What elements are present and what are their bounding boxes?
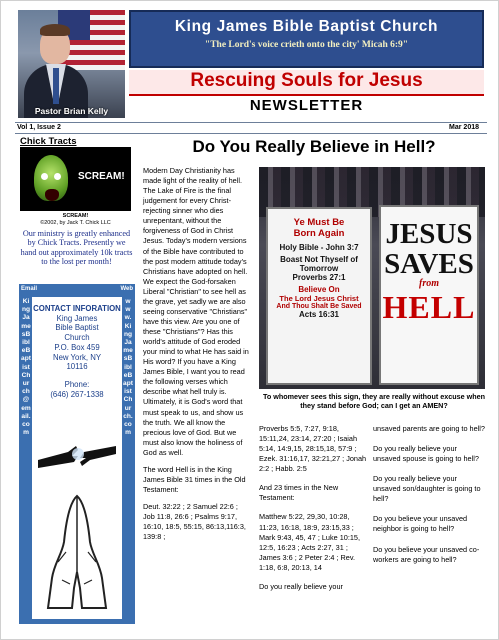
tract-caption-title: SCREAM! [62,213,89,219]
street-sign-photo [259,167,485,389]
sign-left-line7: Believe On [298,285,340,294]
sign-right-word1: JESUS [385,218,473,250]
praying-hands-icon [44,492,110,612]
church-name: King James Bible Baptist Church [174,18,439,35]
article-column-3 [373,424,485,575]
contact-city: New York, NY [52,352,102,362]
email-vertical[interactable]: KingJamesBibleBaptistChurch@email.com [21,298,31,437]
contact-phone-label: Phone: [64,380,90,390]
question-children: Do you really believe your unsaved son/daughter is going to hell? [373,474,481,504]
contact-po-box: P.O. Box 459 [54,342,100,352]
church-motto: "The Lord's voice crieth onto the city' Micah 6:9" [204,40,409,50]
article-headline: Do You Really Believe in Hell? [192,137,436,156]
contact-org-line3: Church [64,333,90,343]
contact-panel [19,284,135,624]
sign-right-word2: SAVES [384,247,474,280]
question-coworkers: Do you believe your unsaved co-workers are going to hell? [373,544,480,564]
question-parents: unsaved parents are going to hell? [373,424,485,433]
sign-left [266,207,372,385]
web-vertical[interactable]: www.KingJamesBibleBaptistChurch.com [123,298,133,437]
tract-image-text: SCREAM! [78,171,125,182]
church-banner [129,10,484,68]
sign-right-word4: HELL [382,289,476,326]
contact-card [32,297,122,619]
sign-right [379,205,479,385]
verse-list-nt: Matthew 5:22, 29,30, 10:28, 11:23, 16:18, 18:9, 23:15,33 ; Mark 9:43, 45, 47 ; Luke 10:15, 12:5, 16:23 ; Acts 2:27, 31 ; James 3:6 ; 2 Peter 2:4 ; Rev. 1:18, 6:8, 20:13, 14 [259,512,361,572]
article-para-1: Modern Day Christianity has made light of the reality of hell. The Lake of Fire is the final judgement for every Christ-rejecting sinner who dies unrepentant, without the forgiveness of God in Christ Jesus. Today's modern versions of the Bible have contributed to the post modern attitude today's Christians have adopted on hell. We expect the God-forsaken Liberal "Christian" to see hell as the grave, yet sadly we are also seeing conservative "Christians" have this view. Are you one of these "Christians"? Has this world's attitude of God eroded your mind to what He has said in His word? If you have a King James Bible, I want you to read the following verses which describe what hell truly is. Ultimately, it is God's word that must speak to us, and show us the truth. We all know the precious love of God. But we must also know the holiness of God as well. [143,166,249,457]
contact-phone[interactable]: (646) 267-1338 [50,389,104,399]
nt-intro: And 23 times in the New Testament: [259,483,339,503]
question-neighbor: Do you believe your unsaved neighbor is going to hell? [373,514,468,534]
reaching-hands-icon [38,432,116,482]
slogan: Rescuing Souls for Jesus [129,70,484,95]
verse-list-ot: Proverbs 5:5, 7:27, 9:18, 15:11,24, 23:14, 27:20 ; Isaiah 5:14, 14:9,15, 28:15,18, 57:9 ; Ezek. 31:16,17, 32:21,27 ; Jonah 2:2 ; Habb. 2:5 [259,424,367,474]
sign-left-line6: Proverbs 27:1 [292,273,346,282]
pastor-caption: Pastor Brian Kelly [34,106,109,116]
web-label: Web [120,286,133,292]
contact-org-line2: Bible Baptist [55,323,99,333]
article-column-1 [143,166,251,549]
question-spouse: Do you really believe your unsaved spouse is going to hell? [373,444,479,464]
issue-bar [15,122,487,134]
newsletter-title: NEWSLETTER [249,97,364,114]
question-start: Do you really believe your [259,581,343,591]
contact-zip: 10116 [66,362,88,372]
tract-description: Our ministry is greatly enhanced by Chick Tracts. Presently we hand out approximately 10k tracts to the lost per month! [20,229,133,267]
sign-left-line3: Holy Bible - John 3:7 [279,243,359,252]
sign-left-line1: Ye Must Be [293,217,345,228]
contact-org-line1: King James [56,313,98,323]
sign-left-line9: And Thou Shalt Be Saved [276,303,362,310]
pastor-photo [18,10,125,118]
sign-right-word3: from [419,278,439,290]
article-column-2 [259,424,367,601]
tracts-title[interactable]: Chick Tracts [20,136,77,147]
sign-left-line4: Boast Not Thyself of [280,255,358,264]
tract-caption-copyright: ©2002, by Jack T. Chick LLC [40,220,111,226]
photo-caption: To whomever sees this sign, they are really without excuse when they stand before God; can I get an AMEN? [263,392,485,411]
sign-left-line5: Tomorrow [299,264,339,273]
divider [129,94,484,96]
volume-label: Vol 1, Issue 2 [17,124,61,131]
sign-left-line2: Born Again [293,228,345,239]
article-para-3: Deut. 32:22 ; 2 Samuel 22:6 ; Job 11:8, 26:6 ; Psalms 9:17, 16:10, 18:5, 55:15, 86:13,116:3, 139:8 ; [143,502,246,542]
email-label: Email [21,286,38,292]
contact-title: CONTACT INFORATION [33,304,121,313]
screaming-face-icon [34,155,68,201]
issue-date: Mar 2018 [449,124,479,131]
sign-left-line8: The Lord Jesus Christ [279,294,359,303]
article-para-2: The word Hell is in the King James Bible 31 times in the Old Testament: [143,464,246,494]
sign-left-line10: Acts 16:31 [298,310,340,319]
tract-cover-image [20,147,131,211]
